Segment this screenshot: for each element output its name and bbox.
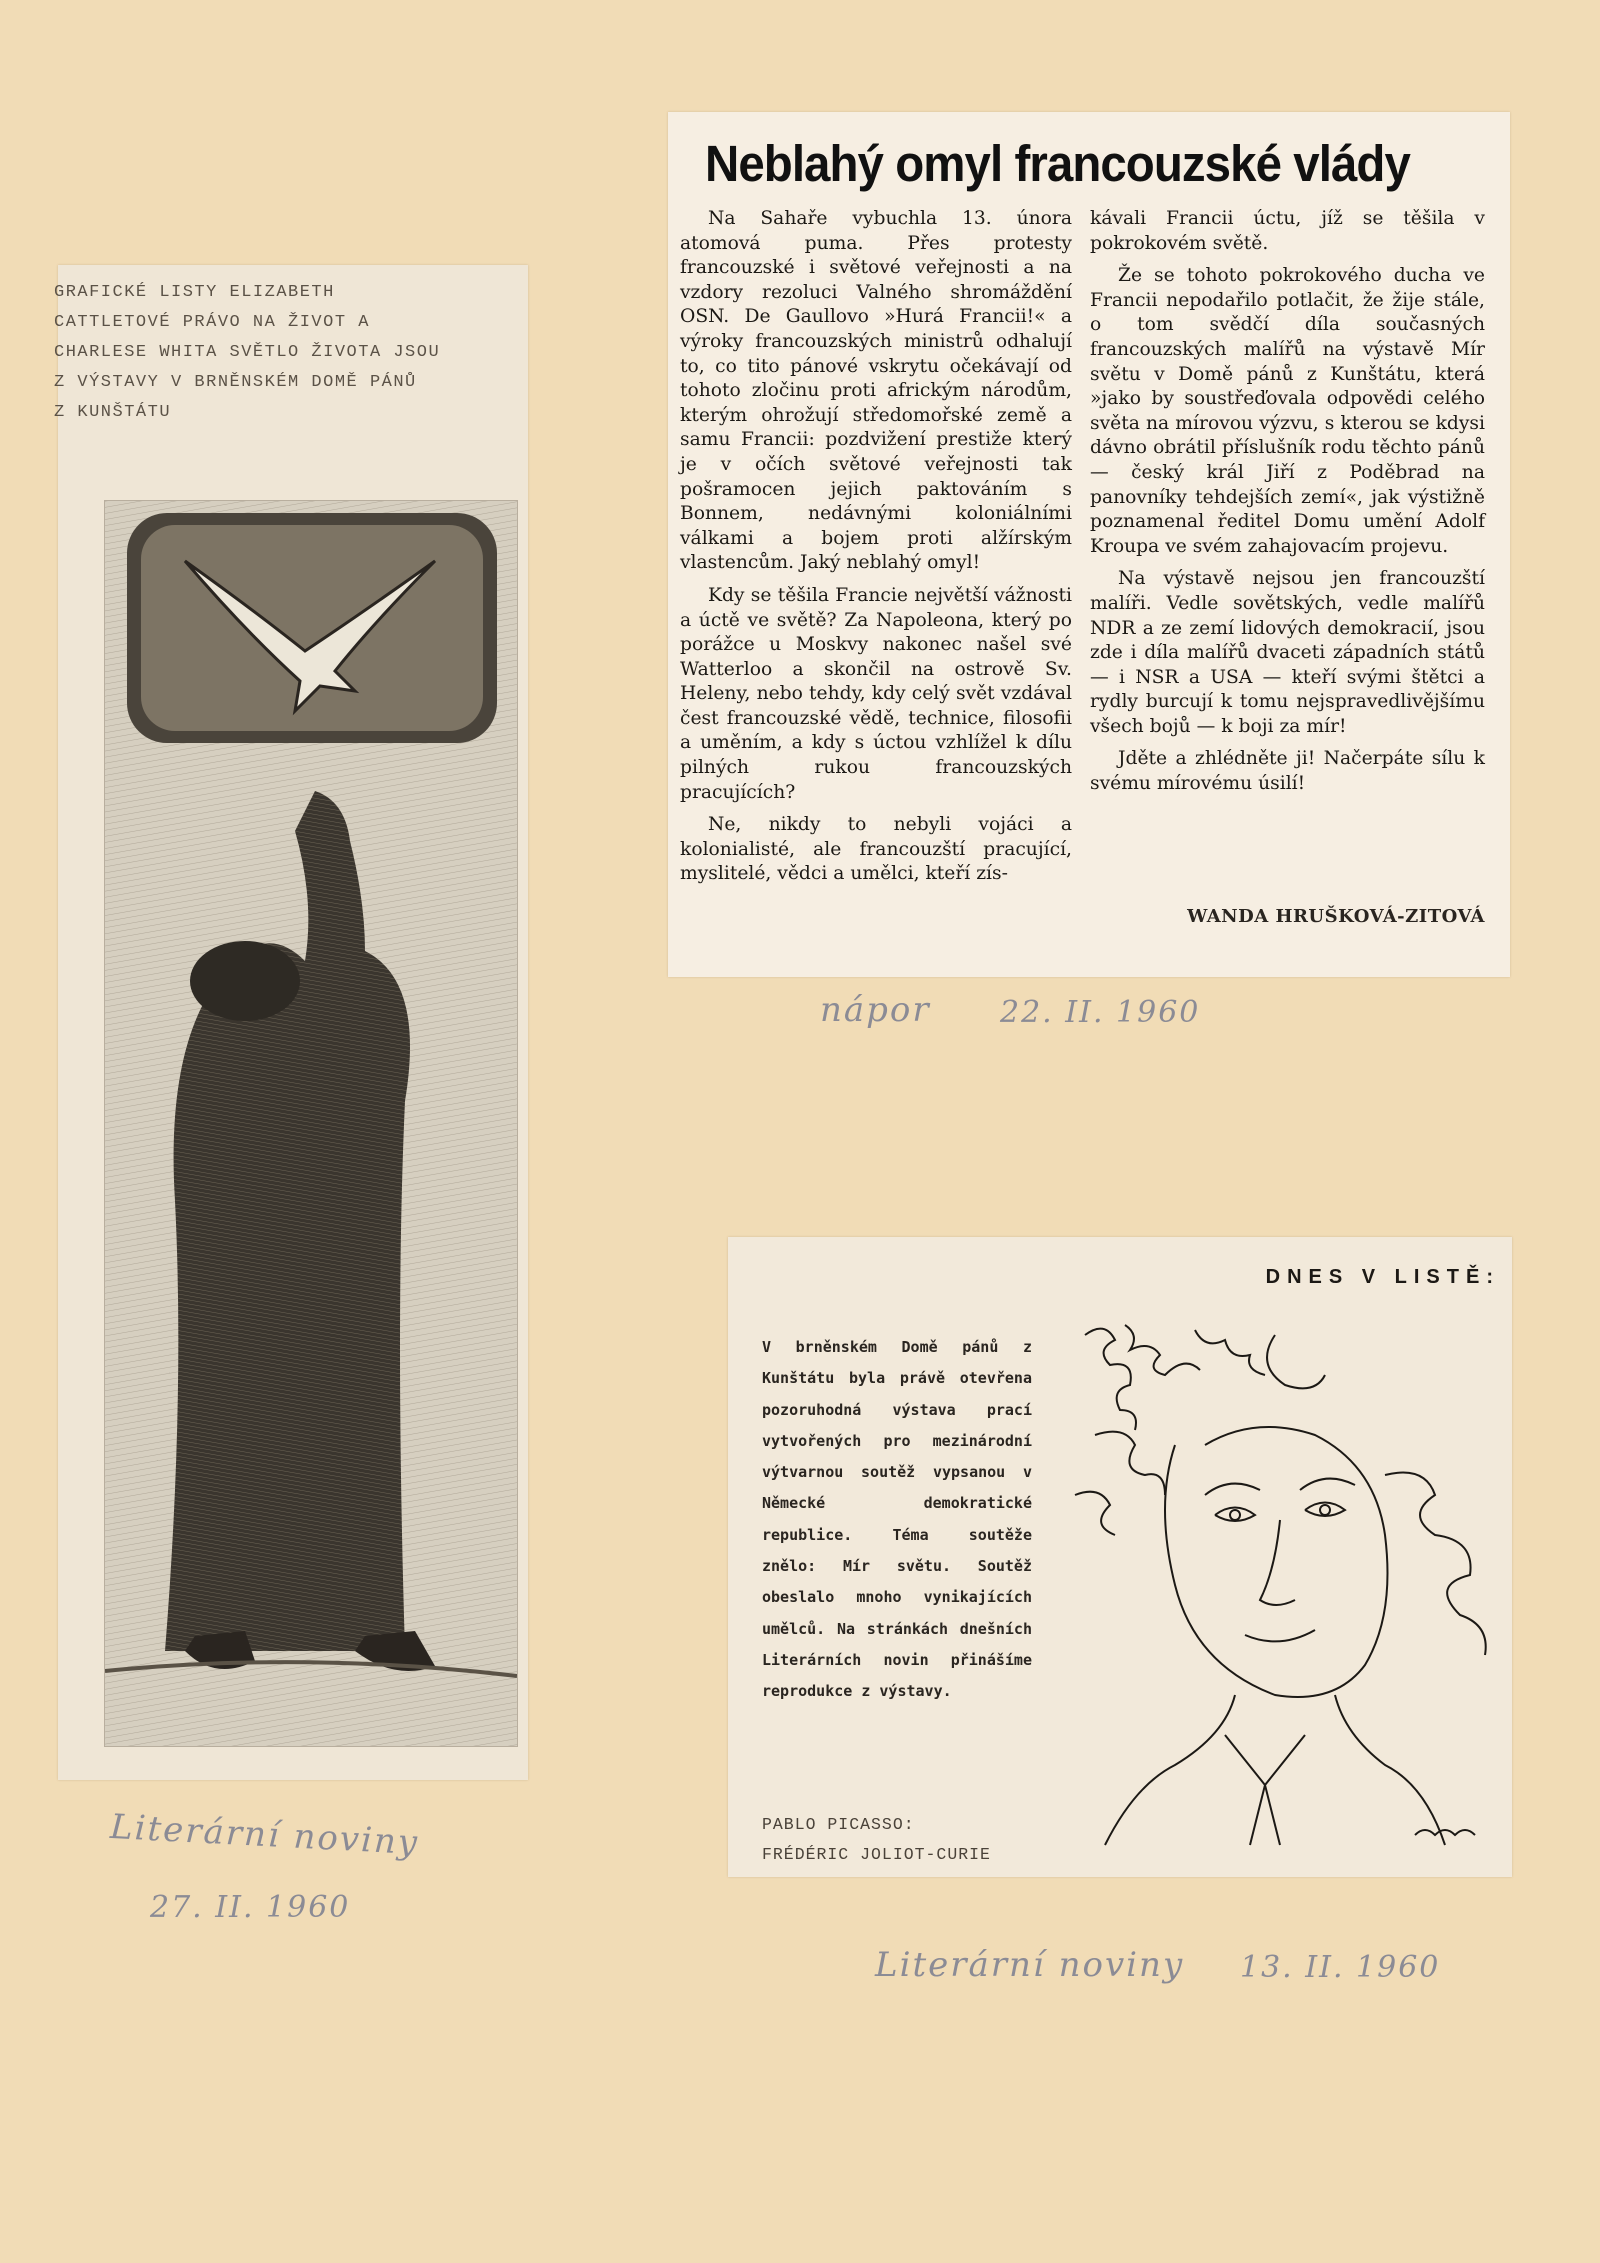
caption-line: Z VÝSTAVY V BRNĚNSKÉM DOMĚ PÁNŮ <box>54 373 417 392</box>
handwritten-date-note: 22. II. 1960 <box>1000 995 1201 1030</box>
caption-text <box>54 278 524 428</box>
article-paragraph: Ne, nikdy to nebyli vojáci a kolonialisté, ale francouzští pracující, myslitelé, vědci a umělci, kteří zís- <box>680 814 1072 885</box>
article-headline: Neblahý omyl francouzské vlády <box>705 135 1410 192</box>
picasso-portrait-drawing <box>1065 1315 1495 1865</box>
article-paragraph: kávali Francii úctu, jíž se těšila v pokrokovém světě. <box>1090 208 1485 254</box>
woodcut-image <box>104 500 518 1747</box>
article-paragraph: Na Sahaře vybuchla 13. února atomová puma. Přes protesty francouzské i světové veřejnosti a na vzdory rezoluci Valného shromáždění OSN. De Gaullovo »Hurá Francii!« a výroky francouzských ministrů odhalují to, co tito pánové vskrytu očekávají od tohoto zločinu proti africkým národům, kterým ohrožují středomořské země a samu Francii: pozdvižení prestiže který je v očích světové veřejnosti tak pošramocen jejich paktováním s Bonnem, nedávnými koloniálními válkami a bojem proti alžírským vlastencům. Jaký neblahý omyl! <box>680 208 1072 574</box>
article-paragraph: Jděte a zhlédněte ji! Načerpáte sílu k svému mírovému úsilí! <box>1090 748 1485 795</box>
handwritten-source-note: nápor <box>820 990 931 1030</box>
caption-line: CHARLESE WHITA SVĚTLO ŽIVOTA JSOU <box>54 343 441 362</box>
article-left-column <box>680 207 1072 887</box>
article-paragraph: Že se tohoto pokrokového ducha ve Francii nepodařilo potlačit, že žije stále, o tom svědčí díla současných francouzských malířů na výstavě Mír světu v Domě pánů z Kunštátu, která »jako by soustřeďovala odpovědi celého světa na mírovou výzvu, s kterou se kdysi dávno obrátil příslušník rodu těchto pánů — český král Jiří z Poděbrad na panovníky tehdejších zemí«, jak výstižně poznamenal ředitel Domu umění Adolf Kroupa ve svém zahajovacím projevu. <box>1090 265 1485 557</box>
caption-line: Z KUNŠTÁTU <box>54 403 172 422</box>
caption-line: GRAFICKÉ LISTY ELIZABETH <box>54 283 335 302</box>
dnes-credit <box>762 1810 1082 1870</box>
credit-artist: PABLO PICASSO: <box>762 1815 915 1834</box>
dnes-header: DNES V LISTĚ: <box>1265 1266 1500 1288</box>
handwritten-date-note: 27. II. 1960 <box>150 1890 351 1925</box>
handwritten-date-note: 13. II. 1960 <box>1240 1950 1441 1985</box>
dnes-body: V brněnském Domě pánů z Kunštátu byla právě otevřena pozoruhodná výstava prací vytvořených pro mezinárodní výtvarnou soutěž vypsanou v Německé demokratické republice. Téma soutěže znělo: Mír světu. Soutěž obeslalo mnoho vynikajících umělců. Na stránkách dnešních Literárních novin přinášíme reprodukce z výstavy. <box>762 1338 1032 1701</box>
article-byline: WANDA HRUŠKOVÁ-ZITOVÁ <box>1187 906 1485 927</box>
handwritten-source-note: Literární noviny <box>875 1945 1185 1985</box>
article-right-column <box>1090 207 1485 797</box>
credit-title: FRÉDÉRIC JOLIOT-CURIE <box>762 1845 991 1864</box>
article-paragraph: Na výstavě nejsou jen francouzští malíři. Vedle sovětských, vedle malířů NDR a ze zemí lidových demokracií, jsou zde i díla malířů dvaceti západních států — i NSR a USA — kteří svými štětci a rydly burcují k tomu nejspravedlivějšímu všech bojů — k boji za mír! <box>1090 568 1485 737</box>
caption-line: CATTLETOVÉ PRÁVO NA ŽIVOT A <box>54 313 370 332</box>
handwritten-source-note: Literární noviny <box>109 1806 420 1864</box>
article-paragraph: Kdy se těšila Francie největší vážnosti a úctě ve světě? Za Napoleona, který po porážce u Moskvy nakonec našel své Watterloo a skončil na ostrově Sv. Heleny, nebo tehdy, kdy celý svět vzdával čest francouzské vědě, technice, filosofii a uměním, a kdy s úctou vzhlížel k dílu pilných rukou francouzských pracujících? <box>680 584 1072 803</box>
